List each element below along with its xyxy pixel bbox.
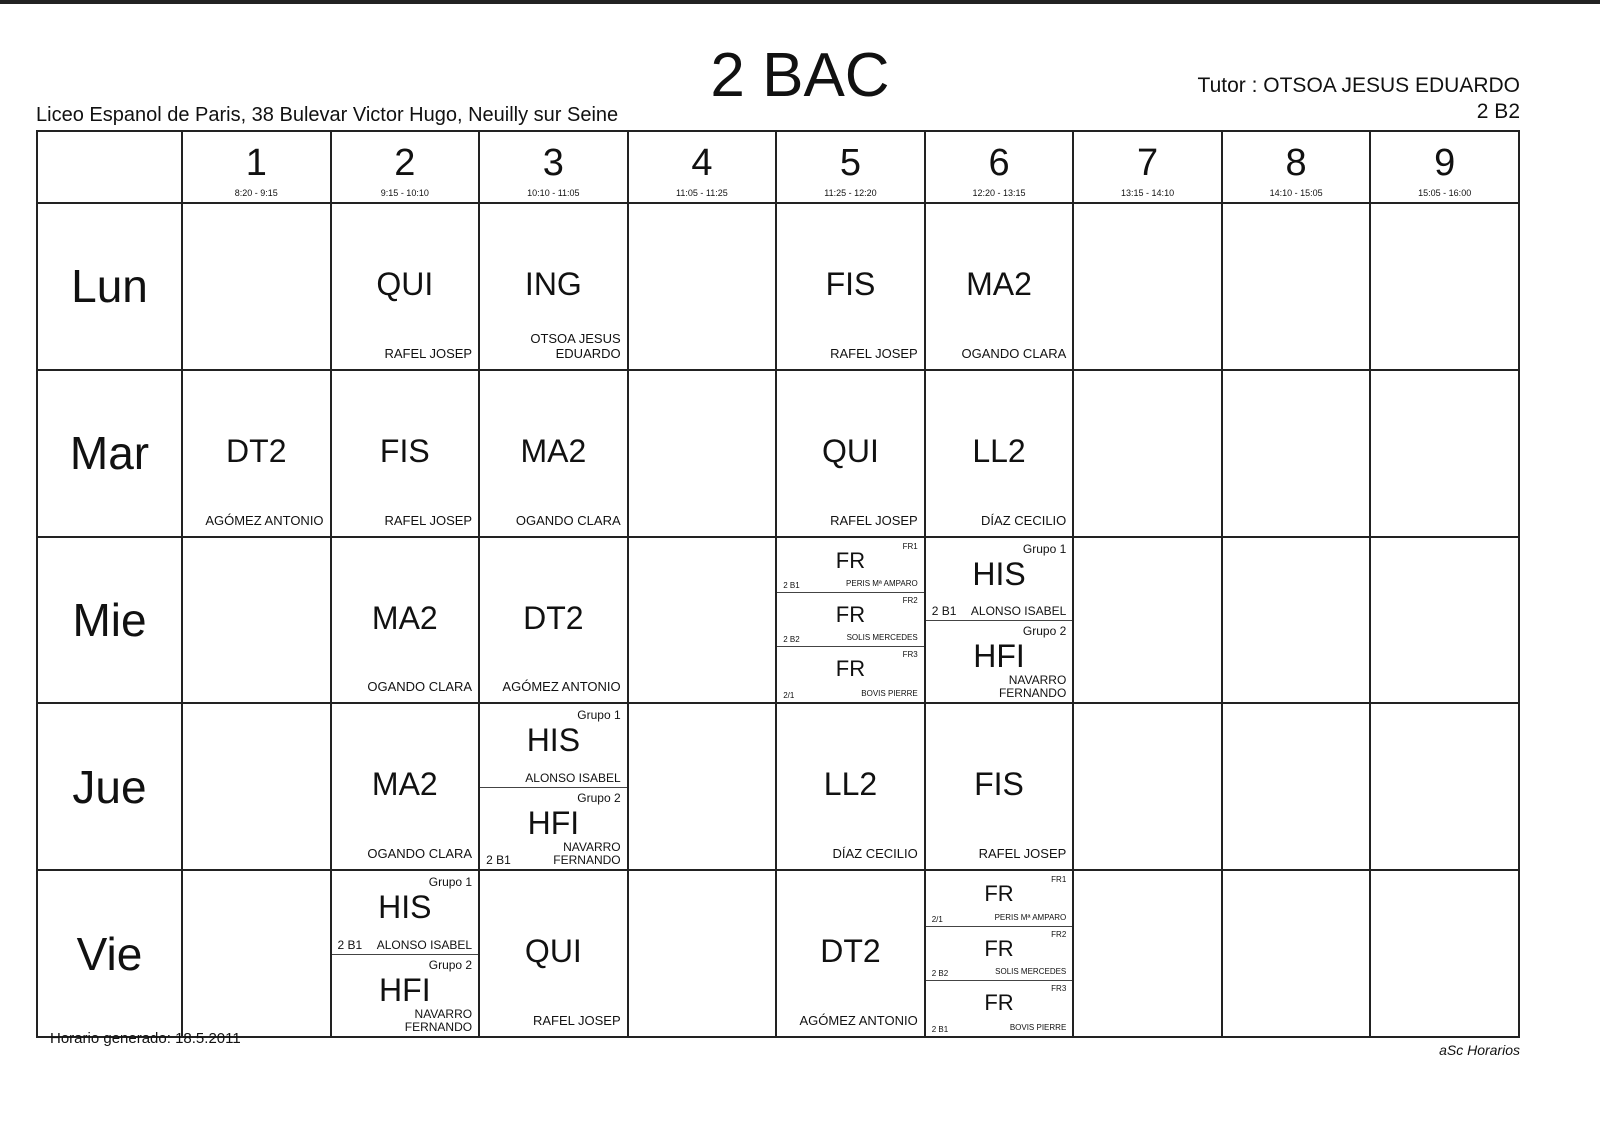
group-tag: Grupo 1 — [1022, 541, 1067, 556]
period-number: 2 — [394, 142, 416, 184]
lesson-cell — [925, 203, 1074, 370]
subject-code: HFI — [527, 804, 580, 841]
teacher-name: OTSOA JESUS EDUARDO — [530, 330, 621, 361]
lesson-cell — [776, 703, 925, 870]
subject-code: FIS — [379, 432, 430, 469]
subject-code: MA2 — [371, 599, 438, 636]
period-header-row — [37, 131, 1519, 203]
empty-cell — [182, 203, 331, 370]
period-number: 9 — [1434, 142, 1456, 184]
subject-code: LL2 — [972, 432, 1026, 469]
subject-code: FR — [984, 881, 1014, 907]
group-tag: Grupo 2 — [577, 790, 621, 805]
subject-code: FR — [835, 601, 866, 627]
subject-code: HFI — [973, 637, 1025, 674]
day-label: Lun — [37, 203, 182, 370]
subject-code: QUI — [524, 933, 582, 970]
lesson-cell — [925, 370, 1074, 537]
teacher-name: BOVIS PIERRE — [861, 689, 918, 699]
period-header — [776, 131, 925, 203]
period-header — [1222, 131, 1371, 203]
room-code: 2 B1 — [931, 603, 957, 618]
day-label: Mie — [37, 537, 182, 704]
lesson-split — [480, 787, 627, 869]
empty-cell — [1370, 203, 1519, 370]
subject-code: FR — [984, 935, 1014, 961]
lesson-split — [777, 538, 924, 593]
period-time: 15:05 - 16:00 — [1418, 188, 1472, 198]
period-time: 11:05 - 11:25 — [676, 188, 728, 198]
period-time: 10:10 - 11:05 — [527, 188, 580, 198]
empty-cell — [182, 870, 331, 1037]
day-row-jue — [37, 703, 1519, 870]
lesson-cell — [479, 870, 628, 1037]
teacher-name: RAFEL JOSEP — [830, 345, 918, 361]
teacher-name: NAVARRO FERNANDO — [404, 1007, 473, 1034]
teacher-name: RAFEL JOSEP — [384, 345, 473, 361]
empty-cell — [1222, 870, 1371, 1037]
teacher-name: OGANDO CLARA — [961, 345, 1067, 361]
teacher-name: SOLIS MERCEDES — [995, 966, 1067, 976]
period-time: 8:20 - 9:15 — [234, 188, 278, 198]
lesson-cell — [479, 370, 628, 537]
lesson-split — [332, 954, 479, 1036]
lesson-cell — [776, 370, 925, 537]
group-tag: FR2 — [1051, 929, 1067, 939]
subject-code: MA2 — [520, 432, 587, 469]
empty-cell — [1073, 203, 1222, 370]
teacher-name: AGÓMEZ ANTONIO — [502, 679, 621, 695]
period-number: 4 — [691, 142, 713, 184]
teacher-name: SOLIS MERCEDES — [846, 633, 918, 643]
teacher-name: RAFEL JOSEP — [532, 1013, 621, 1028]
split-lesson-cell — [776, 537, 925, 704]
lesson-cell — [331, 703, 480, 870]
period-header — [182, 131, 331, 203]
group-tag: FR2 — [902, 595, 918, 605]
period-number: 7 — [1136, 142, 1159, 184]
teacher-name: DÍAZ CECILIO — [832, 846, 918, 862]
tutor-label: Tutor : OTSOA JESUS EDUARDO — [1197, 74, 1520, 97]
subject-code: FR — [984, 989, 1014, 1015]
day-label: Mar — [37, 370, 182, 537]
lesson-split — [926, 620, 1073, 702]
group-tag: Grupo 2 — [428, 957, 473, 972]
period-number: 8 — [1285, 142, 1307, 184]
teacher-name: AGÓMEZ ANTONIO — [799, 1013, 918, 1028]
group-tag: Grupo 1 — [577, 708, 621, 723]
subject-code: FIS — [974, 766, 1024, 803]
lesson-split — [926, 980, 1073, 1036]
group-tag: FR3 — [1051, 983, 1067, 993]
split-lesson-cell — [479, 703, 628, 870]
lesson-cell — [182, 370, 331, 537]
teacher-name: PERIS Mª AMPARO — [994, 912, 1067, 922]
day-label: Vie — [37, 870, 182, 1037]
period-number: 1 — [245, 142, 267, 184]
lesson-split — [332, 871, 479, 954]
subject-code: QUI — [822, 432, 879, 469]
school-address: Liceo Espanol de Paris, 38 Bulevar Victor Hugo, Neuilly sur Seine — [36, 104, 619, 126]
group-tag: FR3 — [902, 650, 918, 660]
room-code: 2 B1 — [486, 853, 511, 868]
period-header — [925, 131, 1074, 203]
teacher-name: ALONSO ISABEL — [376, 937, 473, 952]
lesson-cell — [331, 537, 480, 704]
empty-cell — [1370, 870, 1519, 1037]
period-time: 14:10 - 15:05 — [1269, 188, 1323, 198]
subject-code: DT2 — [226, 432, 287, 469]
subject-code: QUI — [376, 266, 434, 302]
teacher-name: OGANDO CLARA — [367, 846, 473, 862]
subject-code: MA2 — [371, 766, 438, 803]
teacher-name: ALONSO ISABEL — [970, 603, 1067, 618]
period-header — [479, 131, 628, 203]
room-code: 2 B1 — [783, 580, 800, 590]
subject-code: ING — [524, 266, 582, 302]
empty-cell — [1073, 537, 1222, 704]
empty-cell — [1222, 703, 1371, 870]
teacher-name: OGANDO CLARA — [367, 679, 473, 695]
room-code: 2/1 — [931, 914, 943, 924]
day-row-mie — [37, 537, 1519, 704]
empty-cell — [628, 870, 777, 1037]
room-code: 2 B1 — [337, 937, 363, 952]
subject-code: HIS — [972, 555, 1026, 592]
group-tag: Grupo 1 — [428, 875, 473, 890]
teacher-name: AGÓMEZ ANTONIO — [205, 512, 324, 528]
timetable — [36, 130, 1520, 1038]
period-number: 5 — [839, 142, 862, 184]
lesson-split — [926, 871, 1073, 926]
group-tag: FR1 — [902, 541, 918, 551]
subject-code: HFI — [379, 971, 431, 1008]
empty-cell — [182, 703, 331, 870]
lesson-split — [926, 926, 1073, 981]
empty-cell — [628, 703, 777, 870]
empty-cell — [1370, 370, 1519, 537]
empty-cell — [1073, 703, 1222, 870]
teacher-name: PERIS Mª AMPARO — [846, 578, 918, 588]
room-code: 2 B1 — [931, 1024, 949, 1034]
period-header — [331, 131, 480, 203]
subject-code: DT2 — [523, 599, 584, 636]
day-row-lun — [37, 203, 1519, 370]
lesson-cell — [776, 870, 925, 1037]
period-time: 11:25 - 12:20 — [824, 188, 877, 198]
class-title: 2 BAC — [710, 41, 890, 110]
empty-cell — [628, 537, 777, 704]
corner-cell — [37, 131, 182, 203]
empty-cell — [1073, 370, 1222, 537]
lesson-cell — [925, 703, 1074, 870]
subject-code: LL2 — [823, 766, 878, 803]
lesson-cell — [479, 203, 628, 370]
period-header — [1370, 131, 1519, 203]
period-time: 12:20 - 13:15 — [972, 188, 1026, 198]
subject-code: FR — [835, 547, 866, 573]
subject-code: FR — [835, 656, 866, 682]
empty-cell — [1370, 703, 1519, 870]
subject-code: HIS — [526, 722, 581, 759]
lesson-split — [777, 646, 924, 702]
subject-code: DT2 — [820, 933, 881, 970]
teacher-name: ALONSO ISABEL — [525, 770, 621, 785]
group-tag: FR1 — [1051, 875, 1067, 885]
period-time: 9:15 - 10:10 — [380, 188, 429, 198]
subject-code: MA2 — [966, 266, 1032, 302]
empty-cell — [1222, 370, 1371, 537]
subject-code: HIS — [378, 889, 432, 926]
lesson-cell — [331, 370, 480, 537]
room-code: 2 B2 — [931, 968, 949, 978]
teacher-name: NAVARRO FERNANDO — [553, 840, 621, 868]
room-code: 2/1 — [783, 691, 795, 701]
lesson-cell — [479, 537, 628, 704]
teacher-name: BOVIS PIERRE — [1009, 1022, 1067, 1032]
split-lesson-cell — [331, 870, 480, 1037]
scan-top-edge — [0, 0, 1600, 4]
day-row-mar — [37, 370, 1519, 537]
period-number: 3 — [542, 142, 564, 184]
room-code: 2 B2 — [783, 635, 800, 645]
split-lesson-cell — [925, 537, 1074, 704]
period-number: 6 — [988, 142, 1010, 184]
period-time: 13:15 - 14:10 — [1121, 188, 1175, 198]
empty-cell — [1222, 537, 1371, 704]
empty-cell — [182, 537, 331, 704]
teacher-name: RAFEL JOSEP — [384, 512, 473, 528]
day-row-vie — [37, 870, 1519, 1037]
lesson-split — [480, 704, 627, 787]
split-lesson-cell — [925, 870, 1074, 1037]
empty-cell — [628, 203, 777, 370]
subject-code: FIS — [825, 266, 876, 302]
teacher-name: RAFEL JOSEP — [830, 512, 918, 528]
period-header — [1073, 131, 1222, 203]
empty-cell — [1073, 870, 1222, 1037]
teacher-name: RAFEL JOSEP — [978, 846, 1067, 862]
generated-date: Horario generado: 18.5.2011 — [50, 1030, 241, 1047]
software-brand: aSc Horarios — [1439, 1042, 1520, 1058]
group-label: 2 B2 — [1476, 100, 1520, 123]
lesson-cell — [331, 203, 480, 370]
empty-cell — [1370, 537, 1519, 704]
lesson-split — [777, 592, 924, 647]
empty-cell — [628, 370, 777, 537]
teacher-name: OGANDO CLARA — [515, 512, 621, 528]
day-label: Jue — [37, 703, 182, 870]
period-header — [628, 131, 777, 203]
lesson-cell — [776, 203, 925, 370]
lesson-split — [926, 538, 1073, 621]
teacher-name: DÍAZ CECILIO — [981, 512, 1067, 528]
teacher-name: NAVARRO FERNANDO — [998, 673, 1067, 701]
empty-cell — [1222, 203, 1371, 370]
group-tag: Grupo 2 — [1022, 623, 1067, 638]
